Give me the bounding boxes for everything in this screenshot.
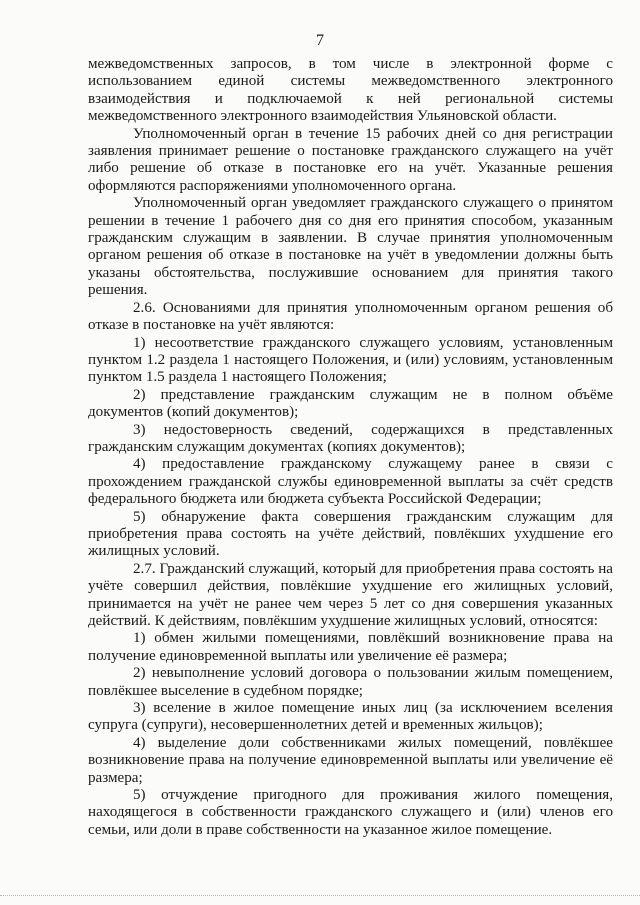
page-number: 7 [316, 32, 324, 49]
paragraph-p5: 2) представление гражданским служащим не в полном объёме документов (копий документов); [88, 386, 613, 421]
paragraph-p10: 1) обмен жилыми помещениями, повлёкший возникновение права на получение единовременной выплаты или увеличение её размера; [88, 630, 613, 664]
paragraph-p1: Уполномоченный орган в течение 15 рабочих дней со дня регистрации заявления принимает решение о постановке гражданского служащего на учёт либо решение об отказе в постановке его на учёт. Указанные решения оформляются распоряжениями уполномоченного органа. [88, 125, 613, 194]
scan-edge-divider [0, 895, 640, 897]
paragraph-p11: 2) невыполнение условий договора о пользовании жилым помещением, повлёкшее выселение в судебном порядке; [88, 665, 613, 699]
paragraph-p3: 2.6. Основаниями для принятия уполномоченным органом решения об отказе в постановке на учёт являются: [88, 299, 613, 334]
body-text [88, 56, 613, 839]
paragraph-p7: 4) предоставление гражданскому служащему ранее в связи с прохождением гражданской службы единовременной выплаты за счёт средств федерального бюджета или бюджета субъекта Российской Федерации; [88, 456, 613, 508]
paragraph-p0: межведомственных запросов, в том числе в электронной форме с использованием единой системы межведомственного электронного взаимодействия и подключаемой к ней региональной системы межведомственного электронного взаимодействия Ульяновской области. [88, 56, 613, 125]
paragraph-p14: 5) отчуждение пригодного для проживания жилого помещения, находящегося в собственности гражданского служащего и (или) членов его семьи, или доли в праве собственности на указанное жилое помещение. [88, 787, 613, 838]
paragraph-p13: 4) выделение доли собственниками жилых помещений, повлёкшее возникновение права на получение единовременной выплаты или увеличение её размера; [88, 734, 613, 786]
paragraph-p4: 1) несоответствие гражданского служащего условиям, установленным пунктом 1.2 раздела 1 настоящего Положения, и (или) условиям, установленным пунктом 1.5 раздела 1 настоящего Положения; [88, 334, 613, 386]
paragraph-p8: 5) обнаружение факта совершения гражданским служащим для приобретения права состоять на учёте действий, повлёкших ухудшение его жилищных условий. [88, 508, 613, 560]
paragraph-p2: Уполномоченный орган уведомляет гражданского служащего о принятом решении в течение 1 рабочего дня со дня его принятия способом, указанным гражданским служащим в заявлении. В случае принятия уполномоченным органом решения об отказе в постановке на учёт в уведомлении должны быть указаны обстоятельства, послужившие основанием для принятия такого решения. [88, 195, 613, 299]
paragraph-p6: 3) недостоверность сведений, содержащихся в представленных гражданским служащим документах (копиях документов); [88, 421, 613, 455]
paragraph-p12: 3) вселение в жилое помещение иных лиц (за исключением вселения супруга (супруги), несовершеннолетних детей и временных жильцов); [88, 700, 613, 734]
paragraph-p9: 2.7. Гражданский служащий, который для приобретения права состоять на учёте совершил действия, повлёкшие ухудшение его жилищных условий, принимается на учёт не ранее чем через 5 лет со дня совершения указанных действий. К действиям, повлёкшим ухудшение жилищных условий, относятся: [88, 560, 613, 629]
